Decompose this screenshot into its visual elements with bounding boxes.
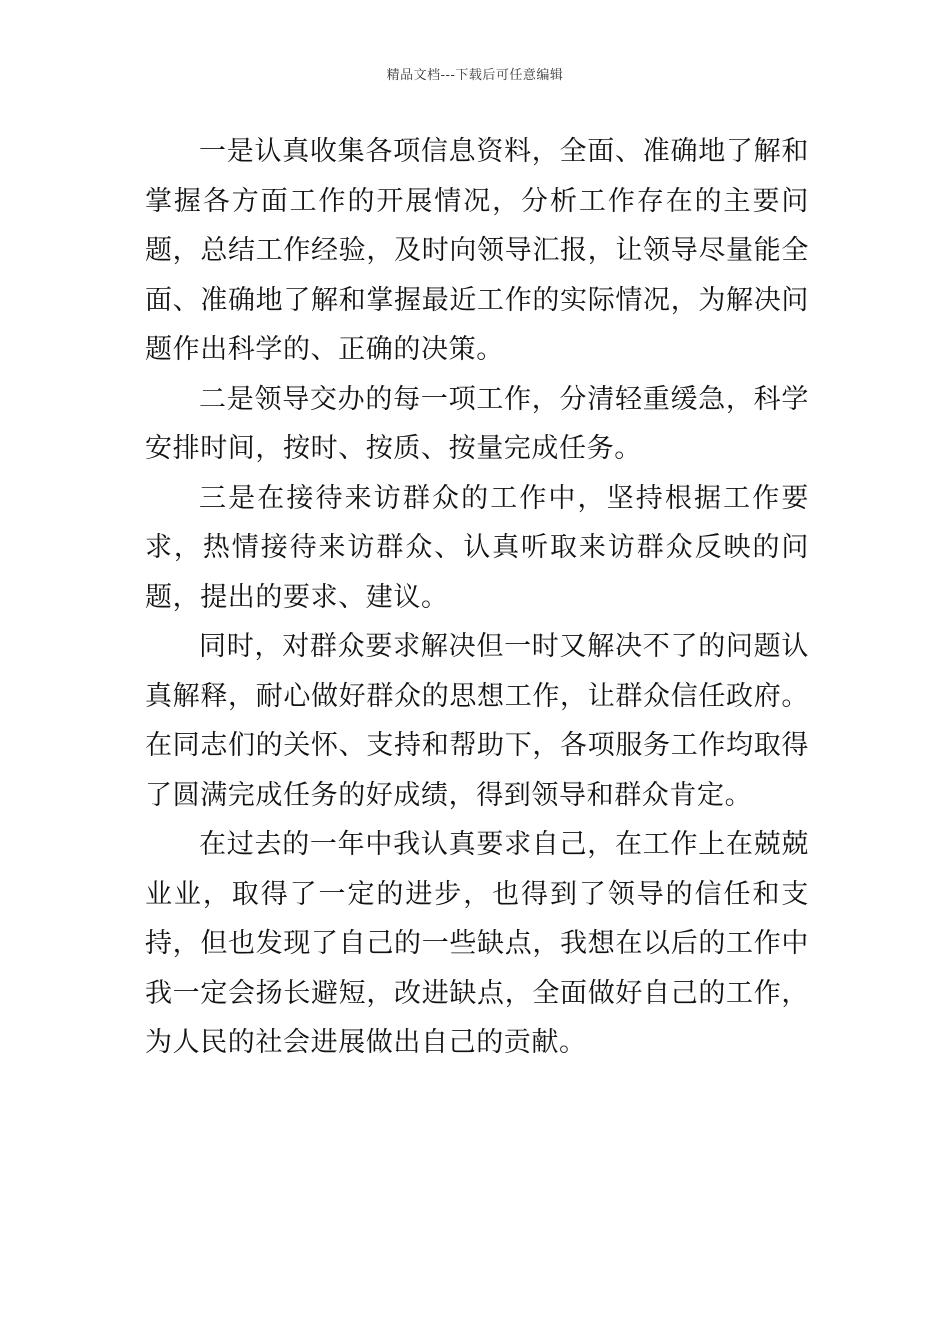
paragraph-4: 同时，对群众要求解决但一时又解决不了的问题认真解释，耐心做好群众的思想工作，让群众信任政府。在同志们的关怀、支持和帮助下，各项服务工作均取得了圆满完成任务的好成绩，得到领导和群众肯定。: [145, 631, 809, 811]
paragraph-2: 二是领导交办的每一项工作，分清轻重缓急，科学安排时间，按时、按质、按量完成任务。: [145, 383, 809, 464]
paragraph-1: 一是认真收集各项信息资料，全面、准确地了解和掌握各方面工作的开展情况，分析工作存在的主要问题，总结工作经验，及时向领导汇报，让领导尽量能全面、准确地了解和掌握最近工作的实际情况，为解决问题作出科学的、正确的决策。: [145, 136, 809, 365]
page-header: 精品文档---下载后可任意编辑: [386, 68, 564, 83]
paragraph-3: 三是在接待来访群众的工作中，坚持根据工作要求，热情接待来访群众、认真听取来访群众反映的问题，提出的要求、建议。: [145, 482, 809, 613]
paragraph-5: 在过去的一年中我认真要求自己，在工作上在兢兢业业，取得了一定的进步，也得到了领导的信任和支持，但也发现了自己的一些缺点，我想在以后的工作中我一定会扬长避短，改进缺点，全面做好自己的工作，为人民的社会进展做出自己的贡献。: [145, 829, 809, 1058]
document-body: [145, 127, 809, 1068]
